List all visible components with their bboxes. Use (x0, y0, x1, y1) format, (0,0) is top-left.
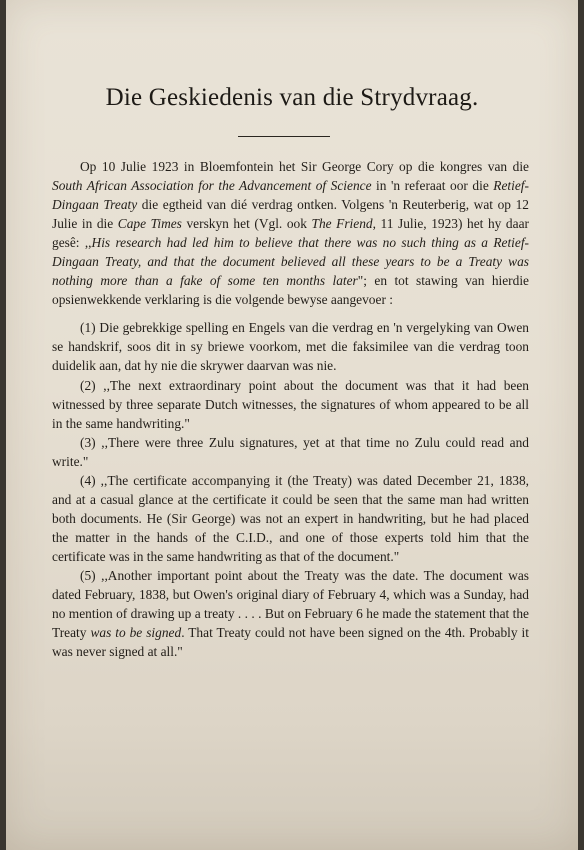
point-5-text-2: . That Treaty could not have been signed on the 4th. Probably it was never signed at all." (52, 625, 529, 660)
intro-newspaper-the-friend: The Friend (311, 216, 373, 232)
title-divider (238, 136, 330, 137)
intro-association-name: South African Association for the Advancement of Science (52, 178, 372, 194)
point-5-text-1: (5) ,,Another important point about the Treaty was the date. The document was dated February, 1838, but Owen's original diary of February 4, which was a Sunday, had no mention of drawing up a treaty . . . . But on February 6 he made the statement that the Treaty (52, 567, 529, 641)
paragraph-gap (52, 309, 529, 318)
point-5-paragraph (52, 566, 529, 661)
intro-text-1: Op 10 Julie 1923 in Bloemfontein het Sir George Cory op die kongres van die (80, 159, 529, 174)
point-4-paragraph: (4) ,,The certificate accompanying it (the Treaty) was dated December 21, 1838, and at a casual glance at the certificate it could be seen that the same man had written both documents. He (Sir George) was not an expert in handwriting, but he had placed the matter in the hands of the C.I.D., and one of those experts told him that the certificate was in the same handwriting as that of the document." (52, 472, 529, 564)
intro-text-3: die egtheid van dié verdrag ontken. Volgens 'n Reuterberig, wat op 12 Julie in die (52, 197, 529, 232)
intro-quotation: His research had led him to believe that there was no such thing as a Retief-Dingaan Treaty, and that the document believed all these years to be a Treaty was nothing more than a fake of some ten months later (52, 235, 530, 289)
intro-text-4: verskyn het (Vgl. ook (181, 216, 312, 232)
intro-text-2: in 'n referaat oor die (371, 178, 494, 194)
page-title: Die Geskiedenis van die Strydvraag. (105, 84, 479, 111)
point-5-emphasis: was to be signed (90, 625, 182, 641)
intro-text-5: , 11 Julie, 1923) het hy daar gesê: ,, (52, 216, 529, 251)
point-3-paragraph: (3) ,,There were three Zulu signatures, yet at that time no Zulu could read and write." (52, 434, 529, 469)
intro-newspaper-cape-times: Cape Times (117, 216, 182, 232)
book-page (6, 0, 578, 850)
intro-treaty-name: Retief-Dingaan Treaty (52, 178, 529, 213)
document-body (52, 157, 529, 661)
point-1-paragraph: (1) Die gebrekkige spelling en Engels van die verdrag en 'n vergelyking van Owen se handskrif, soos dit in sy briewe voorkom, met die faksimilee van die verdrag toon duidelik aan, dat hy nie die skrywer daarvan was nie. (52, 320, 529, 374)
intro-text-6: "; en tot stawing van hierdie opsienwekkende verklaring is die volgende bewyse aangevoer : (52, 273, 529, 308)
intro-paragraph (52, 157, 529, 309)
point-2-paragraph: (2) ,,The next extraordinary point about the document was that it had been witnessed by three separate Dutch witnesses, the signatures of whom appeared to be all in the same handwriting." (52, 377, 529, 431)
